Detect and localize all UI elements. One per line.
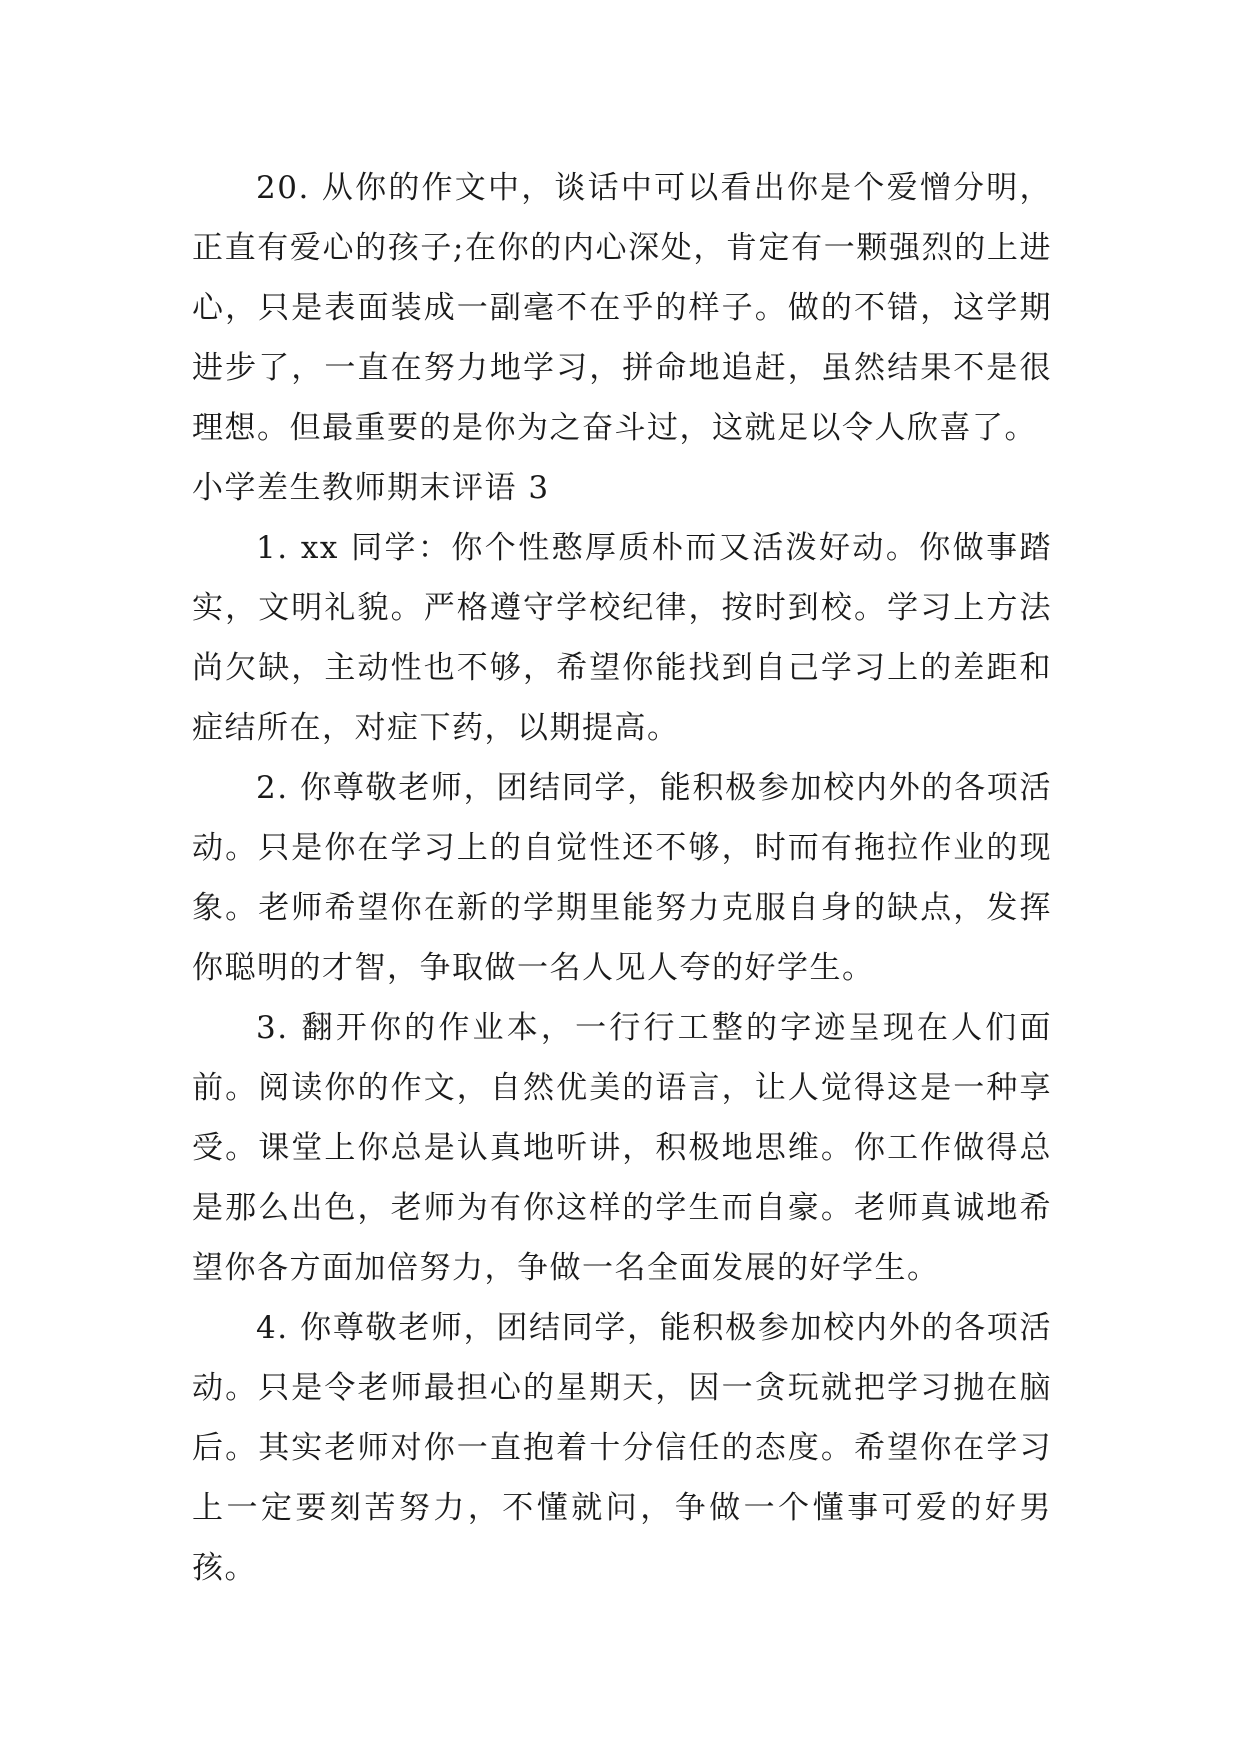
section-heading: 小学差生教师期末评语 3: [192, 470, 550, 506]
paragraph-20: 20. 从你的作文中，谈话中可以看出你是个爱憎分明，正直有爱心的孩子;在你的内心深处，肯定有一颗强烈的上进心，只是表面装成一副毫不在乎的样子。做的不错，这学期进步了，一直在努力地学习，拼命地追赶，虽然结果不是很理想。但最重要的是你为之奋斗过，这就足以令人欣喜了。: [192, 170, 1052, 446]
comment-item-1: 1. xx 同学：你个性憨厚质朴而又活泼好动。你做事踏实，文明礼貌。严格遵守学校纪律，按时到校。学习上方法尚欠缺，主动性也不够，希望你能找到自己学习上的差距和症结所在，对症下药，以期提高。: [192, 530, 1052, 746]
comment-item-4: 4. 你尊敬老师，团结同学，能积极参加校内外的各项活动。只是令老师最担心的星期天，因一贪玩就把学习抛在脑后。其实老师对你一直抱着十分信任的态度。希望你在学习上一定要刻苦努力，不懂就问，争做一个懂事可爱的好男孩。: [192, 1310, 1052, 1586]
comment-item-2: 2. 你尊敬老师，团结同学，能积极参加校内外的各项活动。只是你在学习上的自觉性还不够，时而有拖拉作业的现象。老师希望你在新的学期里能努力克服自身的缺点，发挥你聪明的才智，争取做一名人见人夸的好学生。: [192, 770, 1052, 986]
comment-item-3: 3. 翻开你的作业本，一行行工整的字迹呈现在人们面前。阅读你的作文，自然优美的语言，让人觉得这是一种享受。课堂上你总是认真地听讲，积极地思维。你工作做得总是那么出色，老师为有你这样的学生而自豪。老师真诚地希望你各方面加倍努力，争做一名全面发展的好学生。: [192, 1010, 1052, 1286]
document-page: [192, 158, 1052, 1598]
